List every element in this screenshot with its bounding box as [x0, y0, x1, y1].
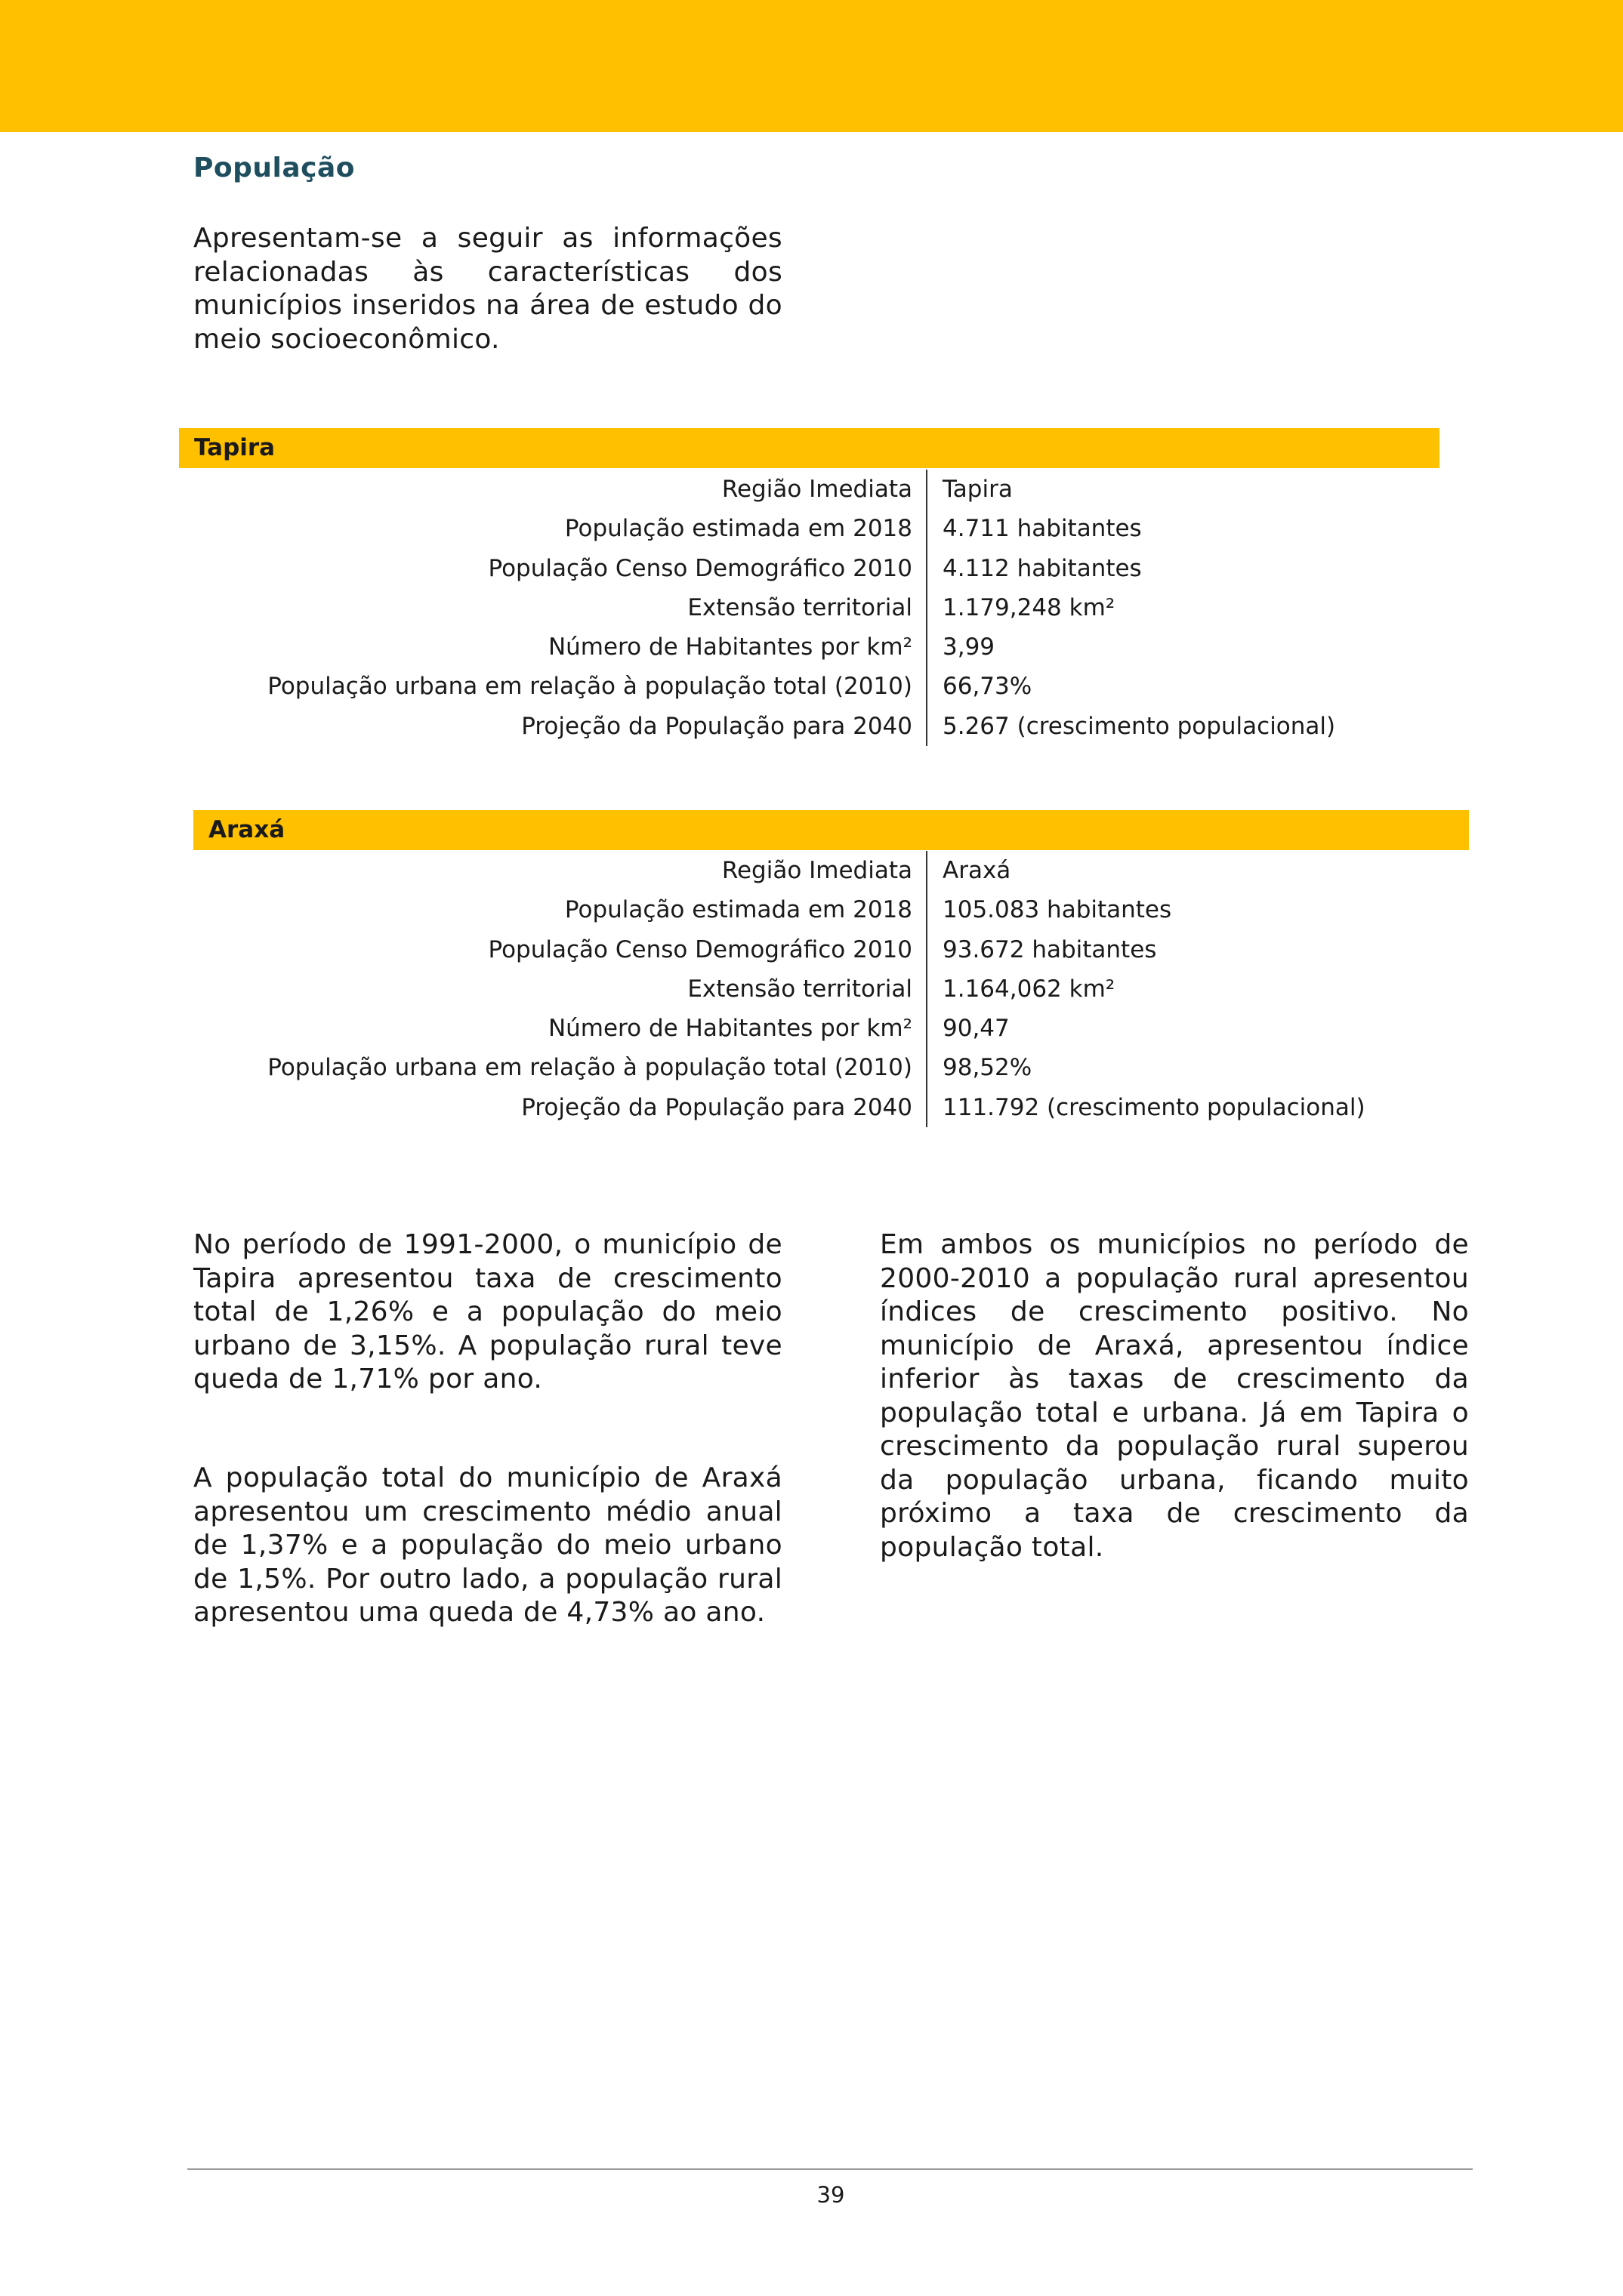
table-row — [193, 1048, 1469, 1087]
table-row — [193, 930, 1469, 969]
footer-divider — [187, 2168, 1473, 2170]
row-value: Tapira — [943, 476, 1013, 503]
row-label: População estimada em 2018 — [564, 896, 912, 924]
table-row — [193, 549, 1469, 588]
table-row — [193, 588, 1469, 627]
table-row — [193, 707, 1469, 746]
table-row — [193, 667, 1469, 706]
table-title: Tapira — [194, 434, 276, 461]
row-value: 93.672 habitantes — [943, 935, 1157, 963]
body-paragraph-right: Em ambos os municípios no período de 2000-2010 a população rural apresentou índices de crescimento positivo. No município de Araxá, apresentou índice inferior às taxas de crescimento da população total e urbana. Já em Tapira o crescimento da população rural superou da população urbana, ficando muito próximo a taxa de crescimento da população total. — [880, 1229, 1469, 1563]
row-value: 98,52% — [943, 1054, 1032, 1082]
header-band — [0, 0, 1623, 132]
row-value: 1.164,062 km² — [943, 975, 1115, 1003]
row-label: População estimada em 2018 — [564, 515, 912, 543]
row-label: Região Imediata — [721, 476, 912, 503]
row-value: 111.792 (crescimento populacional) — [943, 1093, 1365, 1121]
table-row — [193, 890, 1469, 929]
row-label: Projeção da População para 2040 — [521, 1093, 912, 1121]
table-row — [193, 851, 1469, 890]
row-label: Região Imediata — [721, 857, 912, 884]
row-value: 90,47 — [943, 1015, 1010, 1043]
row-label: População Censo Demográfico 2010 — [488, 554, 912, 582]
table-row — [193, 1009, 1469, 1048]
table-row — [193, 1088, 1469, 1127]
row-label: População urbana em relação à população total (2010) — [267, 1054, 912, 1082]
row-label: Número de Habitantes por km² — [548, 633, 912, 661]
row-value: 5.267 (crescimento populacional) — [943, 712, 1336, 740]
body-paragraph-left-1: No período de 1991-2000, o município de Tapira apresentou taxa de crescimento total de 1,26% e a população do meio urbano de 3,15%. A população rural teve queda de 1,71% por ano. — [193, 1229, 782, 1395]
row-value: 3,99 — [943, 633, 995, 661]
row-label: Extensão territorial — [687, 975, 912, 1003]
body-paragraph-left-2: A população total do município de Araxá apresentou um crescimento médio anual de 1,37% e a população do meio urbano de 1,5%. Por outro lado, a população rural apresentou uma queda de 4,73% ao ano. — [193, 1462, 782, 1628]
table-row — [193, 470, 1469, 509]
row-value: 4.112 habitantes — [943, 554, 1142, 582]
page-number: 39 — [816, 2182, 845, 2208]
table-tapira — [193, 470, 1469, 746]
row-value: 4.711 habitantes — [943, 515, 1142, 543]
section-title: População — [193, 153, 356, 183]
table-header-tapira — [179, 428, 1439, 468]
row-value: 66,73% — [943, 673, 1032, 701]
table-row — [193, 509, 1469, 548]
table-araxa — [193, 851, 1469, 1127]
row-value: 105.083 habitantes — [943, 896, 1172, 924]
row-label: População Censo Demográfico 2010 — [488, 935, 912, 963]
table-header-araxa — [193, 810, 1469, 850]
row-value: Araxá — [943, 857, 1011, 884]
row-label: População urbana em relação à população total (2010) — [267, 673, 912, 701]
table-row — [193, 969, 1469, 1009]
row-label: Projeção da População para 2040 — [521, 712, 912, 740]
table-title: Araxá — [208, 816, 285, 843]
intro-paragraph: Apresentam-se a seguir as informações relacionadas às características dos municípios inseridos na área de estudo do meio socioeconômico. — [193, 223, 782, 355]
row-label: Número de Habitantes por km² — [548, 1015, 912, 1043]
table-row — [193, 627, 1469, 667]
row-value: 1.179,248 km² — [943, 593, 1115, 621]
row-label: Extensão territorial — [687, 593, 912, 621]
